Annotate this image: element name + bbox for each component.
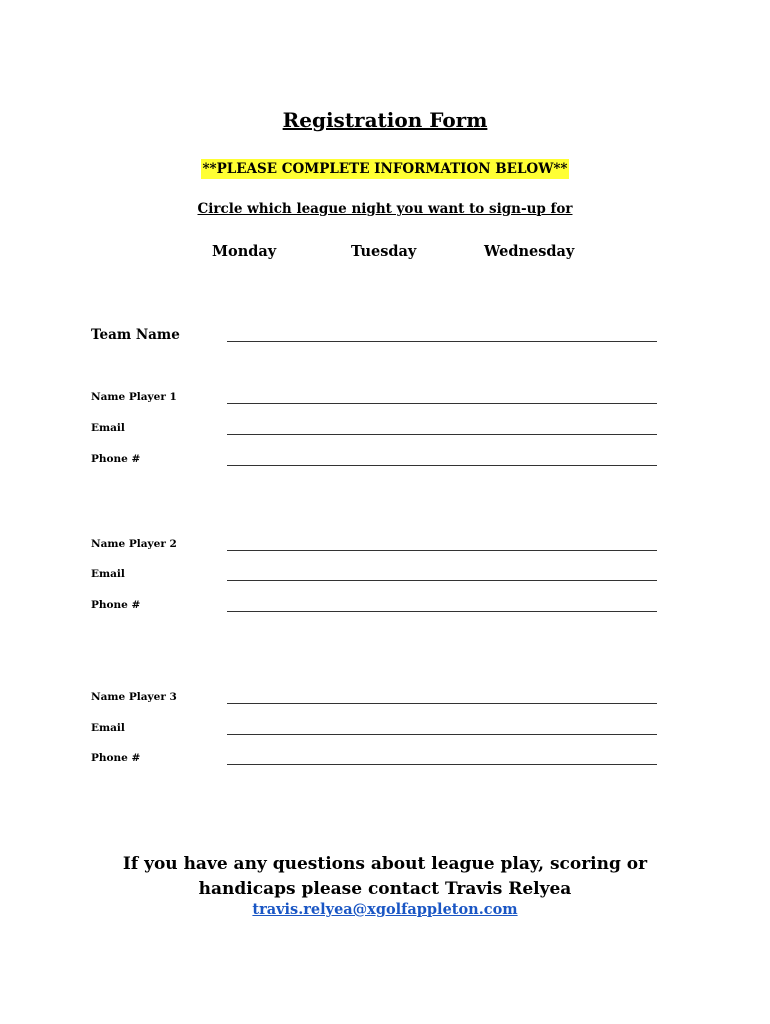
player-3-email-field[interactable] [227, 734, 657, 735]
player-3-phone-field[interactable] [227, 764, 657, 765]
night-option-wednesday[interactable]: Wednesday [484, 243, 575, 260]
night-option-monday[interactable]: Monday [212, 243, 277, 260]
player-3-name-label: Name Player 3 [91, 691, 177, 703]
team-name-field[interactable] [227, 341, 657, 342]
player-1-email-field[interactable] [227, 434, 657, 435]
player-3-phone-label: Phone # [91, 752, 141, 764]
player-1-name-field[interactable] [227, 403, 657, 404]
player-3-name-field[interactable] [227, 703, 657, 704]
contact-message [0, 852, 770, 902]
player-2-phone-label: Phone # [91, 599, 141, 611]
circle-instruction: Circle which league night you want to sign-up for [197, 201, 573, 217]
player-2-phone-field[interactable] [227, 611, 657, 612]
player-2-email-label: Email [91, 568, 125, 580]
night-option-tuesday[interactable]: Tuesday [351, 243, 417, 260]
player-2-name-label: Name Player 2 [91, 538, 177, 550]
notice-text: **PLEASE COMPLETE INFORMATION BELOW** [202, 161, 568, 177]
player-2-name-field[interactable] [227, 550, 657, 551]
contact-line-1: If you have any questions about league play, scoring or [122, 854, 648, 874]
contact-line-2: handicaps please contact Travis Relyea [198, 879, 572, 899]
contact-email-link[interactable]: travis.relyea@xgolfappleton.com [252, 901, 518, 918]
player-3-email-label: Email [91, 722, 125, 734]
player-1-name-label: Name Player 1 [91, 391, 177, 403]
notice-banner [0, 158, 770, 179]
player-1-phone-label: Phone # [91, 453, 141, 465]
player-1-phone-field[interactable] [227, 465, 657, 466]
team-name-label: Team Name [91, 327, 180, 343]
page-title: Registration Form [282, 108, 488, 132]
player-2-email-field[interactable] [227, 580, 657, 581]
player-1-email-label: Email [91, 422, 125, 434]
